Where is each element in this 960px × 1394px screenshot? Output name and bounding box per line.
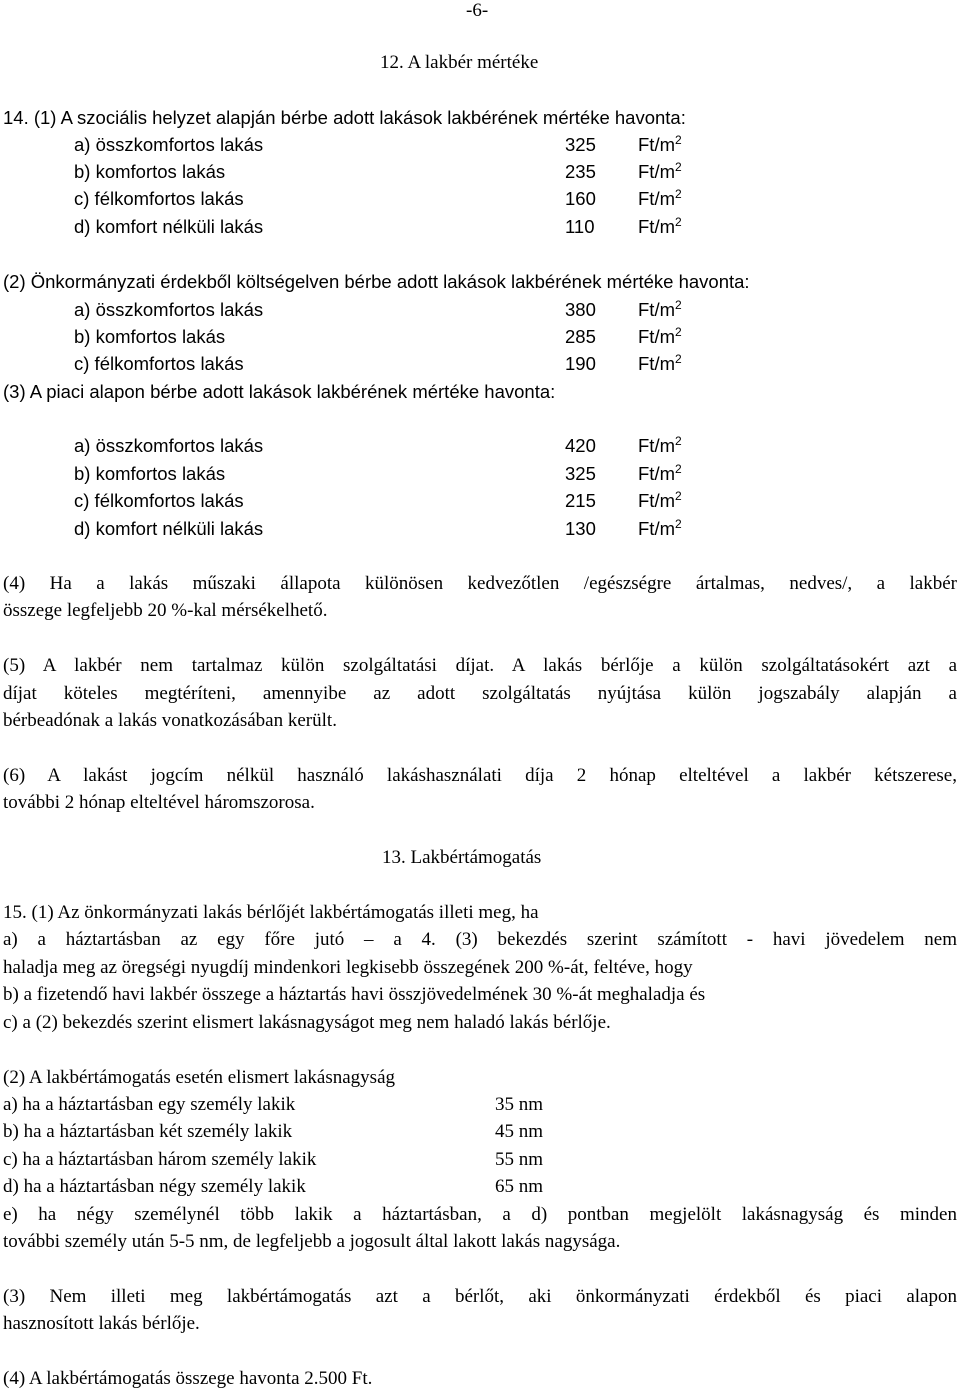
- paragraph-12-6-line: további 2 hónap elteltével háromszorosa.: [3, 792, 315, 813]
- rent-item-value: 420: [565, 435, 596, 456]
- rent-item-label: b) komfortos lakás: [74, 463, 226, 484]
- rent-item-unit: $Ft/m^2$: [638, 434, 682, 456]
- rent-item-unit: $Ft/m^2$: [638, 298, 682, 320]
- paragraph-13-2-title: (2) A lakbértámogatás esetén elismert lakásnagyság: [3, 1067, 396, 1088]
- size-item-label: b) ha a háztartásban két személy lakik: [3, 1121, 293, 1142]
- rent-item-unit: $Ft/m^2$: [638, 462, 682, 484]
- paragraph-13-2-e-line: e) ha négy személynél több lakik a háztartásban, a d) pontban megjelölt lakásnagyság és minden: [3, 1204, 957, 1225]
- rent-item-value: 325: [565, 463, 596, 484]
- rent-item-unit: $Ft/m^2$: [638, 215, 682, 237]
- size-item-label: a) ha a háztartásban egy személy lakik: [3, 1094, 296, 1115]
- rent-item-label: a) összkomfortos lakás: [74, 435, 264, 456]
- rent-item-label: c) félkomfortos lakás: [74, 490, 244, 511]
- rent-item-label: b) komfortos lakás: [74, 161, 226, 182]
- rent-item-value: 235: [565, 161, 596, 182]
- size-item-label: d) ha a háztartásban négy személy lakik: [3, 1176, 306, 1197]
- rent-item-label: d) komfort nélküli lakás: [74, 518, 264, 539]
- size-item-value: 35 nm: [495, 1094, 544, 1115]
- rent-item-label: a) összkomfortos lakás: [74, 134, 264, 155]
- rent-item-label: a) összkomfortos lakás: [74, 299, 264, 320]
- paragraph-13-3-line: (3) Nem illeti meg lakbértámogatás azt a bérlőt, aki önkormányzati érdekből és piaci alapon: [3, 1286, 957, 1307]
- paragraph-12-4-line: (4) Ha a lakás műszaki állapota különösen kedvezőtlen /egészségre ártalmas, nedves/, a lakbér: [3, 573, 957, 594]
- size-item-value: 45 nm: [495, 1121, 544, 1142]
- rent-item-unit: $Ft/m^2$: [638, 187, 682, 209]
- rent-item-label: c) félkomfortos lakás: [74, 353, 244, 374]
- rent-item-value: 130: [565, 518, 596, 539]
- section-12-title: 12. A lakbér mértéke: [380, 52, 539, 73]
- rent-item-label: b) komfortos lakás: [74, 326, 226, 347]
- size-item-label: c) ha a háztartásban három személy lakik: [3, 1149, 317, 1170]
- rent-item-label: c) félkomfortos lakás: [74, 188, 244, 209]
- paragraph-13-4: (4) A lakbértámogatás összege havonta 2.500 Ft.: [3, 1368, 373, 1389]
- paragraph-15-line: b) a fizetendő havi lakbér összege a háztartás havi összjövedelmének 30 %-át meghaladja és: [3, 984, 706, 1005]
- rent-item-unit: $Ft/m^2$: [638, 325, 682, 347]
- section-13-title: 13. Lakbértámogatás: [382, 847, 542, 868]
- rent-item-value: 285: [565, 326, 596, 347]
- paragraph-12-4-line: összege legfeljebb 20 %-kal mérsékelhető.: [3, 600, 328, 621]
- rent-item-value: 215: [565, 490, 596, 511]
- size-item-value: 65 nm: [495, 1176, 544, 1197]
- paragraph-15-line: a) a háztartásban az egy főre jutó – a 4. (3) bekezdés szerint számított - havi jövedelem nem: [3, 929, 957, 950]
- paragraph-12-5-line: (5) A lakbér nem tartalmaz külön szolgáltatási díjat. A lakás bérlője a külön szolgáltatásokért azt a: [3, 655, 957, 676]
- paragraph-13-2-e-line: további személy után 5-5 nm, de legfeljebb a jogosult által lakott lakás nagysága.: [3, 1231, 621, 1252]
- paragraph-14-1-intro: 14. (1) A szociális helyzet alapján bérbe adott lakások lakbérének mértéke havonta:: [3, 107, 686, 128]
- rent-item-value: 110: [565, 216, 595, 237]
- paragraph-15-line: haladja meg az öregségi nyugdíj mindenkori legkisebb összegének 200 %-át, feltéve, hogy: [3, 957, 693, 978]
- rent-item-value: 380: [565, 299, 596, 320]
- paragraph-12-5-line: bérbeadónak a lakás vonatkozásában került.: [3, 710, 337, 731]
- page-number: -6-: [466, 0, 489, 21]
- rent-item-value: 325: [565, 134, 596, 155]
- paragraph-12-3-intro: (3) A piaci alapon bérbe adott lakások lakbérének mértéke havonta:: [3, 381, 556, 402]
- paragraph-13-3-line: hasznosított lakás bérlője.: [3, 1313, 200, 1334]
- paragraph-15-line: c) a (2) bekezdés szerint elismert lakásnagyságot meg nem haladó lakás bérlője.: [3, 1012, 611, 1033]
- rent-item-value: 160: [565, 188, 596, 209]
- rent-item-unit: $Ft/m^2$: [638, 160, 682, 182]
- size-item-value: 55 nm: [495, 1149, 544, 1170]
- rent-item-value: 190: [565, 353, 596, 374]
- rent-item-unit: $Ft/m^2$: [638, 133, 682, 155]
- paragraph-15-line: 15. (1) Az önkormányzati lakás bérlőjét lakbértámogatás illeti meg, ha: [3, 902, 539, 923]
- rent-item-label: d) komfort nélküli lakás: [74, 216, 264, 237]
- rent-item-unit: $Ft/m^2$: [638, 352, 682, 374]
- rent-item-unit: $Ft/m^2$: [638, 517, 682, 539]
- rent-item-unit: $Ft/m^2$: [638, 489, 682, 511]
- paragraph-12-2-intro: (2) Önkormányzati érdekből költségelven bérbe adott lakások lakbérének mértéke havonta:: [3, 271, 750, 292]
- paragraph-12-5-line: díjat köteles megtéríteni, amennyibe az adott szolgáltatás nyújtása külön jogszabály alapján a: [3, 683, 957, 704]
- paragraph-12-6-line: (6) A lakást jogcím nélkül használó lakáshasználati díja 2 hónap elteltével a lakbér kétszerese,: [3, 765, 957, 786]
